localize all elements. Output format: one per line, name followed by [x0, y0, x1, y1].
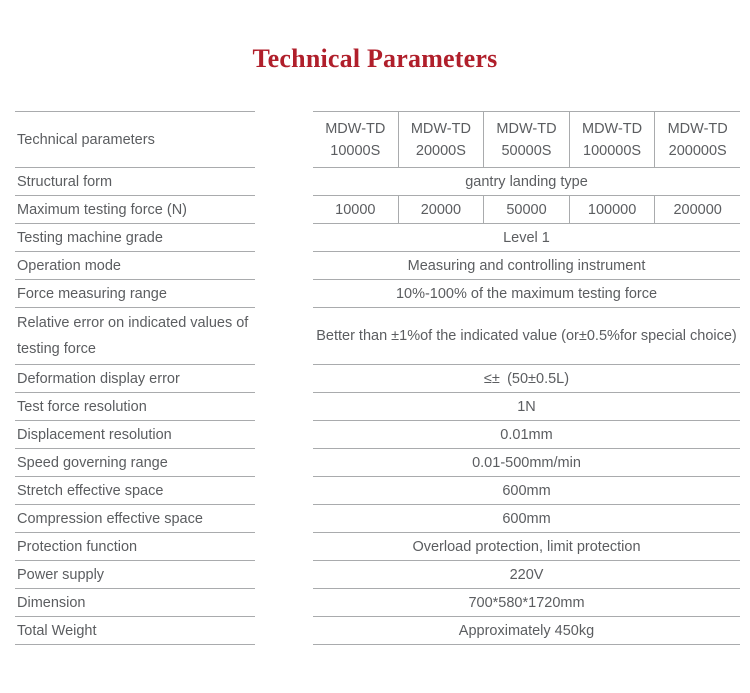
row-value: Measuring and controlling instrument	[313, 252, 740, 280]
model-cell	[398, 112, 484, 167]
row-label: Power supply	[15, 561, 255, 589]
table-row-power-supply	[0, 561, 750, 589]
model-number: 200000S	[668, 142, 727, 159]
table-row-testing-machine-grade	[0, 224, 750, 252]
column-gap	[255, 561, 313, 589]
force-value-cells	[313, 196, 740, 224]
model-cell	[569, 112, 655, 167]
table-row-test-force-resolution	[0, 393, 750, 421]
row-label: Test force resolution	[15, 393, 255, 421]
model-number: 50000S	[501, 142, 552, 159]
row-value: 0.01-500mm/min	[313, 449, 740, 477]
column-gap	[255, 393, 313, 421]
column-gap	[255, 224, 313, 252]
force-value-cell: 20000	[398, 196, 484, 223]
row-value: 10%-100% of the maximum testing force	[313, 280, 740, 308]
row-label: Displacement resolution	[15, 421, 255, 449]
column-gap	[255, 421, 313, 449]
row-label: Relative error on indicated values of testing force	[15, 308, 255, 365]
model-name: MDW-TD	[667, 120, 728, 137]
column-gap	[255, 196, 313, 224]
row-label: Operation mode	[15, 252, 255, 280]
column-gap	[255, 449, 313, 477]
row-label: Dimension	[15, 589, 255, 617]
table-row-structural-form	[0, 168, 750, 196]
model-cell	[483, 112, 569, 167]
model-cell	[313, 112, 398, 167]
model-name: MDW-TD	[410, 120, 471, 137]
column-gap	[255, 505, 313, 533]
table-row-displacement-resolution	[0, 421, 750, 449]
row-label: Total Weight	[15, 617, 255, 645]
row-label: Protection function	[15, 533, 255, 561]
column-gap	[255, 533, 313, 561]
row-value: 700*580*1720mm	[313, 589, 740, 617]
table-row-models-header	[0, 111, 750, 168]
row-label: Testing machine grade	[15, 224, 255, 252]
model-number: 10000S	[330, 142, 381, 159]
row-value: Better than ±1%of the indicated value (or±0.5%for special choice)	[313, 308, 740, 365]
row-value: Approximately 450kg	[313, 617, 740, 645]
column-gap	[255, 168, 313, 196]
model-name: MDW-TD	[582, 120, 643, 137]
row-value: 1N	[313, 393, 740, 421]
table-row-deformation-display-error	[0, 365, 750, 393]
row-value: Level 1	[313, 224, 740, 252]
row-label-technical-parameters: Technical parameters	[15, 111, 255, 168]
column-gap	[255, 477, 313, 505]
model-header-cells	[313, 111, 740, 168]
table-row-operation-mode	[0, 252, 750, 280]
force-value-cell: 50000	[483, 196, 569, 223]
row-value: 600mm	[313, 505, 740, 533]
row-label: Compression effective space	[15, 505, 255, 533]
column-gap	[255, 617, 313, 645]
model-name: MDW-TD	[496, 120, 557, 137]
row-value: 600mm	[313, 477, 740, 505]
table-row-maximum-testing-force	[0, 196, 750, 224]
column-gap	[255, 589, 313, 617]
force-value-cell: 10000	[335, 201, 376, 218]
row-value: 220V	[313, 561, 740, 589]
column-gap	[255, 252, 313, 280]
row-label: Force measuring range	[15, 280, 255, 308]
model-name: MDW-TD	[325, 120, 386, 137]
technical-parameters-table	[0, 111, 750, 645]
model-number: 100000S	[583, 142, 642, 159]
row-label: Speed governing range	[15, 449, 255, 477]
table-row-force-measuring-range	[0, 280, 750, 308]
model-number: 20000S	[415, 142, 466, 159]
force-value-cell: 200000	[654, 196, 740, 223]
column-gap	[255, 280, 313, 308]
row-value: gantry landing type	[313, 168, 740, 196]
table-row-protection-function	[0, 533, 750, 561]
table-row-relative-error	[0, 308, 750, 365]
row-label: Stretch effective space	[15, 477, 255, 505]
row-value: 0.01mm	[313, 421, 740, 449]
force-value-cell: 100000	[569, 196, 655, 223]
page-title: Technical Parameters	[252, 44, 498, 73]
column-gap	[255, 365, 313, 393]
model-cell	[654, 112, 740, 167]
row-label: Deformation display error	[15, 365, 255, 393]
column-gap	[255, 111, 313, 168]
row-label: Structural form	[15, 168, 255, 196]
table-row-total-weight	[0, 617, 750, 645]
table-row-stretch-effective-space	[0, 477, 750, 505]
table-row-speed-governing-range	[0, 449, 750, 477]
row-value: ≤± (50±0.5L)	[313, 365, 740, 393]
row-label: Maximum testing force (N)	[15, 196, 255, 224]
table-row-dimension	[0, 589, 750, 617]
column-gap	[255, 308, 313, 365]
row-value: Overload protection, limit protection	[313, 533, 740, 561]
table-row-compression-effective-space	[0, 505, 750, 533]
